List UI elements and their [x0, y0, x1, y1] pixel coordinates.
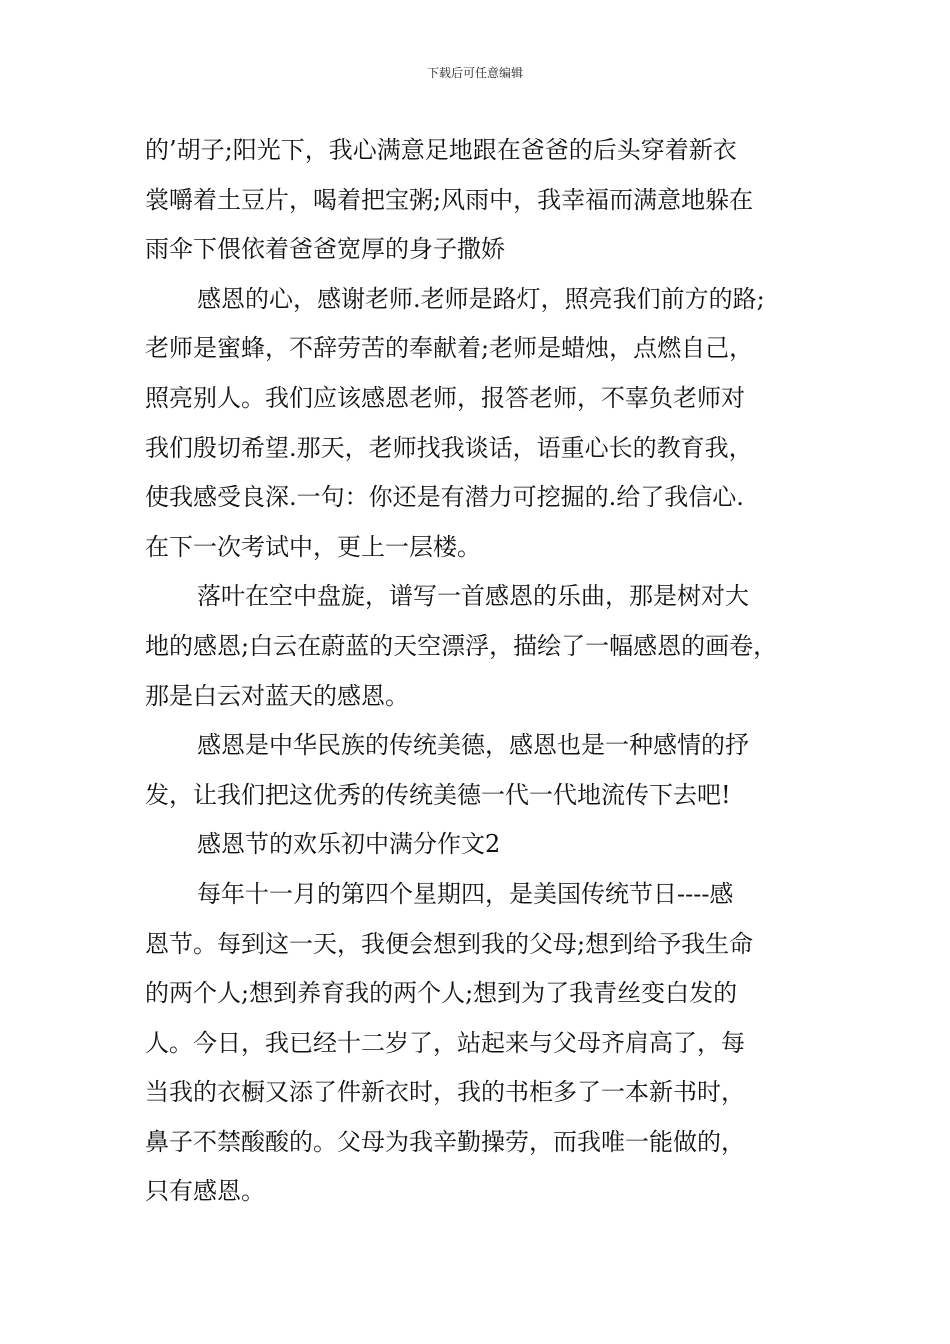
text-line: 当我的衣橱又添了件新衣时，我的书柜多了一本新书时， — [145, 1078, 745, 1107]
text-line: 人。今日，我已经十二岁了，站起来与父母齐肩高了，每 — [145, 1028, 745, 1057]
text-line: 老师是蜜蜂，不辞劳苦的奉献着;老师是蜡烛，点燃自己， — [145, 334, 754, 363]
text-line: 只有感恩。 — [145, 1177, 265, 1206]
text-line: 我们殷切希望.那天，老师找我谈话，语重心长的教育我， — [145, 433, 753, 462]
paragraph-first-line: 感恩的心，感谢老师.老师是路灯，照亮我们前方的路; — [197, 284, 765, 313]
paragraph-first-line: 落叶在空中盘旋，谱写一首感恩的乐曲，那是树对大 — [197, 582, 749, 611]
document-body — [145, 126, 825, 1217]
text-line: 恩节。每到这一天，我便会想到我的父母;想到给予我生命 — [145, 929, 754, 958]
page-header-note: 下载后可任意编辑 — [426, 66, 523, 80]
text-line: 的’胡子;阳光下，我心满意足地跟在爸爸的后头穿着新衣 — [145, 136, 737, 164]
section-heading: 感恩节的欢乐初中满分作文2 — [197, 830, 501, 859]
text-line: 使我感受良深.一句：你还是有潜力可挖掘的.给了我信心. — [145, 483, 744, 512]
text-line: 照亮别人。我们应该感恩老师，报答老师，不辜负老师对 — [145, 383, 745, 412]
text-line: 鼻子不禁酸酸的。父母为我辛勤操劳，而我唯一能做的， — [145, 1127, 745, 1156]
text-line: 发，让我们把这优秀的传统美德一代一代地流传下去吧! — [145, 780, 731, 809]
paragraph-first-line: 每年十一月的第四个星期四，是美国传统节日----感 — [197, 879, 734, 908]
text-line: 在下一次考试中，更上一层楼。 — [145, 532, 481, 561]
paragraph-first-line: 感恩是中华民族的传统美德，感恩也是一种感情的抒 — [197, 731, 749, 760]
text-line: 那是白云对蓝天的感恩。 — [145, 681, 409, 710]
text-line: 雨伞下偎依着爸爸宽厚的身子撒娇 — [145, 235, 505, 264]
text-line: 地的感恩;白云在蔚蓝的天空漂浮，描绘了一幅感恩的画卷， — [145, 631, 778, 660]
text-line: 裳嚼着土豆片，喝着把宝粥;风雨中，我幸福而满意地躲在 — [145, 185, 754, 214]
text-line: 的两个人;想到养育我的两个人;想到为了我青丝变白发的 — [145, 979, 738, 1008]
